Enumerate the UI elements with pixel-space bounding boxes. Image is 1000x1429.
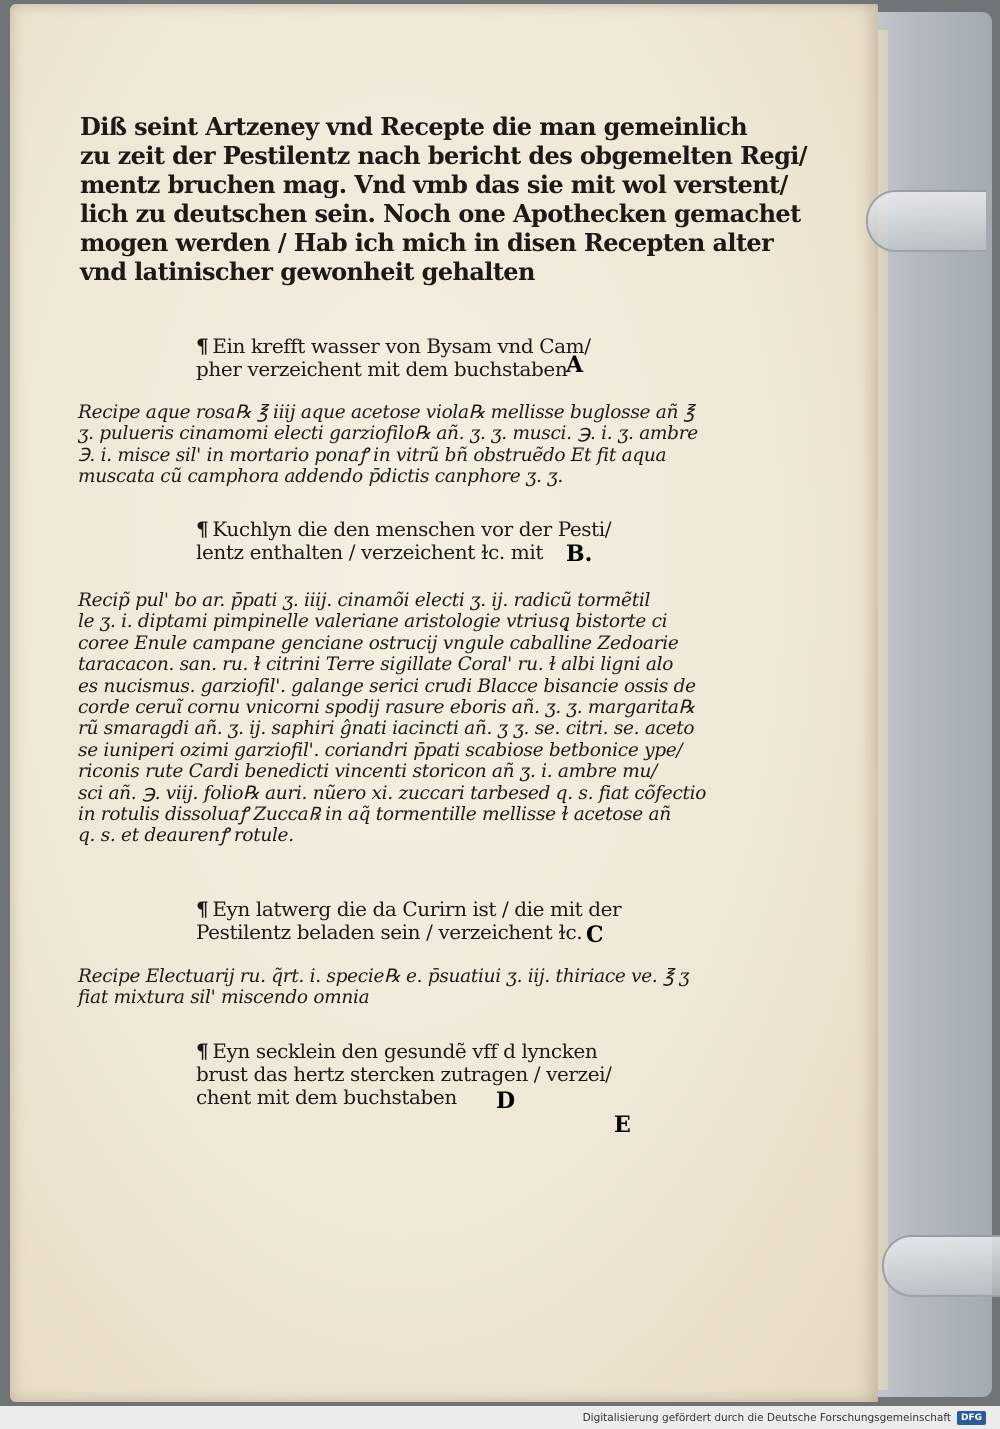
recipe-line: ℈. i. misce sil' in mortario ponaꝭ in vitrũ bñ obstruẽdo Et fit aqua xyxy=(78,444,667,466)
section-b-caption xyxy=(196,518,611,564)
recipe-line: Recip̃ pul' bo ar. p̄pati ʒ. iiij. cinamõi electi ʒ. ij. radicũ tormẽtil xyxy=(78,590,651,611)
footer-credit: Digitalisierung gefördert durch die Deutsche Forschungsgemeinschaft xyxy=(582,1411,951,1424)
caption-line: lentz enthalten / verzeichent ɫc. mit xyxy=(196,540,543,564)
caption-line: ¶ Kuchlyn die den menschen vor der Pesti/ xyxy=(196,517,612,541)
heading-line: lich zu deutschen sein. Noch one Apothecken gemachet xyxy=(80,199,801,228)
recipe-line: le ʒ. i. diptami pimpinelle valeriane aristologie vtriusq̨ bistorte ci xyxy=(78,611,668,633)
section-a-recipe xyxy=(78,402,698,488)
recipe-line: q. s. et deaurenꝭ rotule. xyxy=(78,825,294,847)
pilcrow-icon: ¶ xyxy=(196,897,209,921)
heading-line: Diß seint Artzeney vnd Recepte die man gemeinlich xyxy=(80,112,748,141)
caption-line: ¶ Eyn secklein den gesundẽ vff d lyncken xyxy=(196,1039,598,1063)
heading-line: mentz bruchen mag. Vnd vmb das sie mit wol verstent/ xyxy=(80,170,788,199)
heading-line: zu zeit der Pestilentz nach bericht des obgemelten Regi/ xyxy=(80,141,807,170)
pilcrow-icon: ¶ xyxy=(196,1039,209,1063)
caption-line: ¶ Eyn latwerg die da Curirn ist / die mit der xyxy=(196,897,622,921)
section-c-letter: C xyxy=(586,922,604,948)
recipe-line: corde ceruĩ cornu vnicorni spodij rasure eboris añ. ʒ. ʒ. margarita℞ xyxy=(78,697,695,719)
digitization-footer xyxy=(0,1406,1000,1429)
recipe-line: muscata cũ camphora addendo p̄dictis canphore ʒ. ʒ. xyxy=(78,466,563,488)
catchword: E xyxy=(614,1112,631,1138)
recipe-line: taracacon. san. ru. ɫ citrini Terre sigillate Coral' ru. ɫ albi ligni alo xyxy=(78,654,674,676)
recipe-line: se iuniperi ozimi garziofil'. coriandri p̄pati scabiose betbonice ype/ xyxy=(78,739,683,761)
recipe-line: riconis rute Cardi benedicti vincenti storicon añ ʒ. i. ambre mu/ xyxy=(78,761,658,783)
section-b-letter: B. xyxy=(566,541,593,567)
section-a-letter: A xyxy=(566,352,584,378)
section-c-recipe xyxy=(78,966,689,1009)
heading-block xyxy=(80,112,807,286)
recipe-line: fiat mixtura sil' miscendo omnia xyxy=(78,987,370,1009)
heading-line: vnd latinischer gewonheit gehalten xyxy=(80,257,535,286)
recipe-line: sci añ. ℈. viij. folio℞ auri. nũero xi. zuccari tarbesed q. s. fiat cõfectio xyxy=(78,782,707,804)
caption-line: ¶ Ein krefft wasser von Bysam vnd Cam/ xyxy=(196,334,591,358)
caption-line: chent mit dem buchstaben xyxy=(196,1085,457,1109)
section-d-letter: D xyxy=(496,1088,516,1114)
page-clip-top xyxy=(866,190,986,252)
pilcrow-icon: ¶ xyxy=(196,334,209,358)
recipe-line: Recipe Electuarij ru. q̃rt. i. specie℞ e. p̄suatiui ʒ. iij. thiriace ve. ℥ ʒ xyxy=(78,966,690,987)
recipe-line: rũ smaragdi añ. ʒ. ij. saphiri ĝnati iacincti añ. ʒ ʒ. se. citri. se. aceto xyxy=(78,718,695,740)
recipe-line: es nucismus. garziofil'. galange serici crudi Blacce bisancie ossis de xyxy=(78,675,696,697)
recipe-line: ʒ. pulueris cinamomi electi garziofilo℞ añ. ʒ. ʒ. musci. ℈. i. ʒ. ambre xyxy=(78,423,698,445)
pilcrow-icon: ¶ xyxy=(196,517,209,541)
page-clip-bottom xyxy=(882,1235,1000,1297)
section-b-recipe xyxy=(78,590,706,847)
caption-line: pher verzeichent mit dem buchstaben xyxy=(196,357,568,381)
recipe-line: Recipe aque rosa℞ ℥ iiij aque acetose viola℞ mellisse buglosse añ ℥ xyxy=(78,402,695,423)
caption-line: brust das hertz stercken zutragen / verzei/ xyxy=(196,1062,612,1086)
caption-line: Pestilentz beladen sein / verzeichent ɫc. xyxy=(196,920,583,944)
section-a-caption xyxy=(196,335,591,381)
section-c-caption xyxy=(196,898,621,944)
section-d-caption xyxy=(196,1040,611,1109)
dfg-logo: DFG xyxy=(957,1411,986,1425)
heading-line: mogen werden / Hab ich mich in disen Recepten alter xyxy=(80,228,774,257)
recipe-line: coree Enule campane genciane ostrucij vngule caballine Zedoarie xyxy=(78,632,679,654)
recipe-line: in rotulis dissoluaꝭ Zucca℞ in aq̃ tormentille mellisse ɫ acetose añ xyxy=(78,804,671,826)
